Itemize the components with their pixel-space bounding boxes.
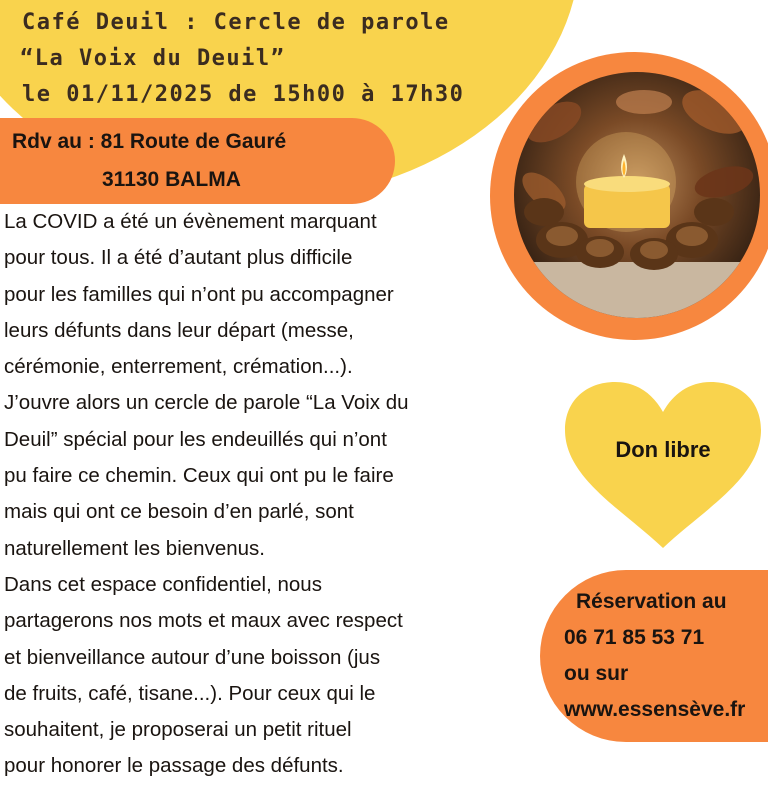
address-street: Rdv au : 81 Route de Gauré (12, 130, 287, 153)
description-line: mais qui ont ce besoin d’en parlé, sont (4, 500, 354, 524)
description-line: naturellement les bienvenus. (4, 536, 265, 560)
description-line: La COVID a été un évènement marquant (4, 210, 377, 233)
description-line: pour tous. Il a été d’autant plus difficile (4, 246, 353, 270)
donation-label: Don libre (615, 437, 711, 462)
event-date: le 01/11/2025 de 15h00 à 17h30 (22, 82, 465, 107)
description-line: pour honorer le passage des défunts. (4, 754, 344, 778)
description-line: souhaitent, je proposerai un petit rituel (4, 718, 352, 742)
reservation-box (540, 570, 768, 742)
description-line: de fruits, café, tisane...). Pour ceux qui le (4, 681, 376, 705)
description-line: pour les familles qui n’ont pu accompagner (4, 282, 394, 306)
reservation-phone[interactable]: 06 71 85 53 71 (564, 626, 705, 649)
event-subtitle: “La Voix du Deuil” (20, 46, 286, 71)
address-city: 31130 BALMA (102, 168, 241, 191)
description-line: partagerons nos mots et maux avec respect (4, 609, 403, 633)
heart-icon (563, 380, 763, 550)
description-line: pu faire ce chemin. Ceux qui ont pu le faire (4, 464, 394, 488)
description-line: leurs défunts dans leur départ (messe, (4, 318, 354, 342)
candle-photo (514, 72, 760, 318)
description-line: Dans cet espace confidentiel, nous (4, 572, 322, 596)
reservation-website-link[interactable]: www.essensève.fr (564, 698, 746, 721)
event-title: Café Deuil : Cercle de parole (22, 10, 450, 35)
description-line: cérémonie, enterrement, crémation...). (4, 355, 353, 379)
description-line: Deuil” spécial pour les endeuillés qui n’ont (4, 427, 387, 451)
reservation-title: Réservation au (576, 590, 727, 613)
address-banner (0, 118, 395, 204)
reservation-or: ou sur (564, 662, 629, 685)
description-line: et bienveillance autour d’une boisson (jus (4, 645, 381, 669)
event-description (4, 204, 544, 785)
description-line: J’ouvre alors un cercle de parole “La Voix du (4, 391, 409, 415)
